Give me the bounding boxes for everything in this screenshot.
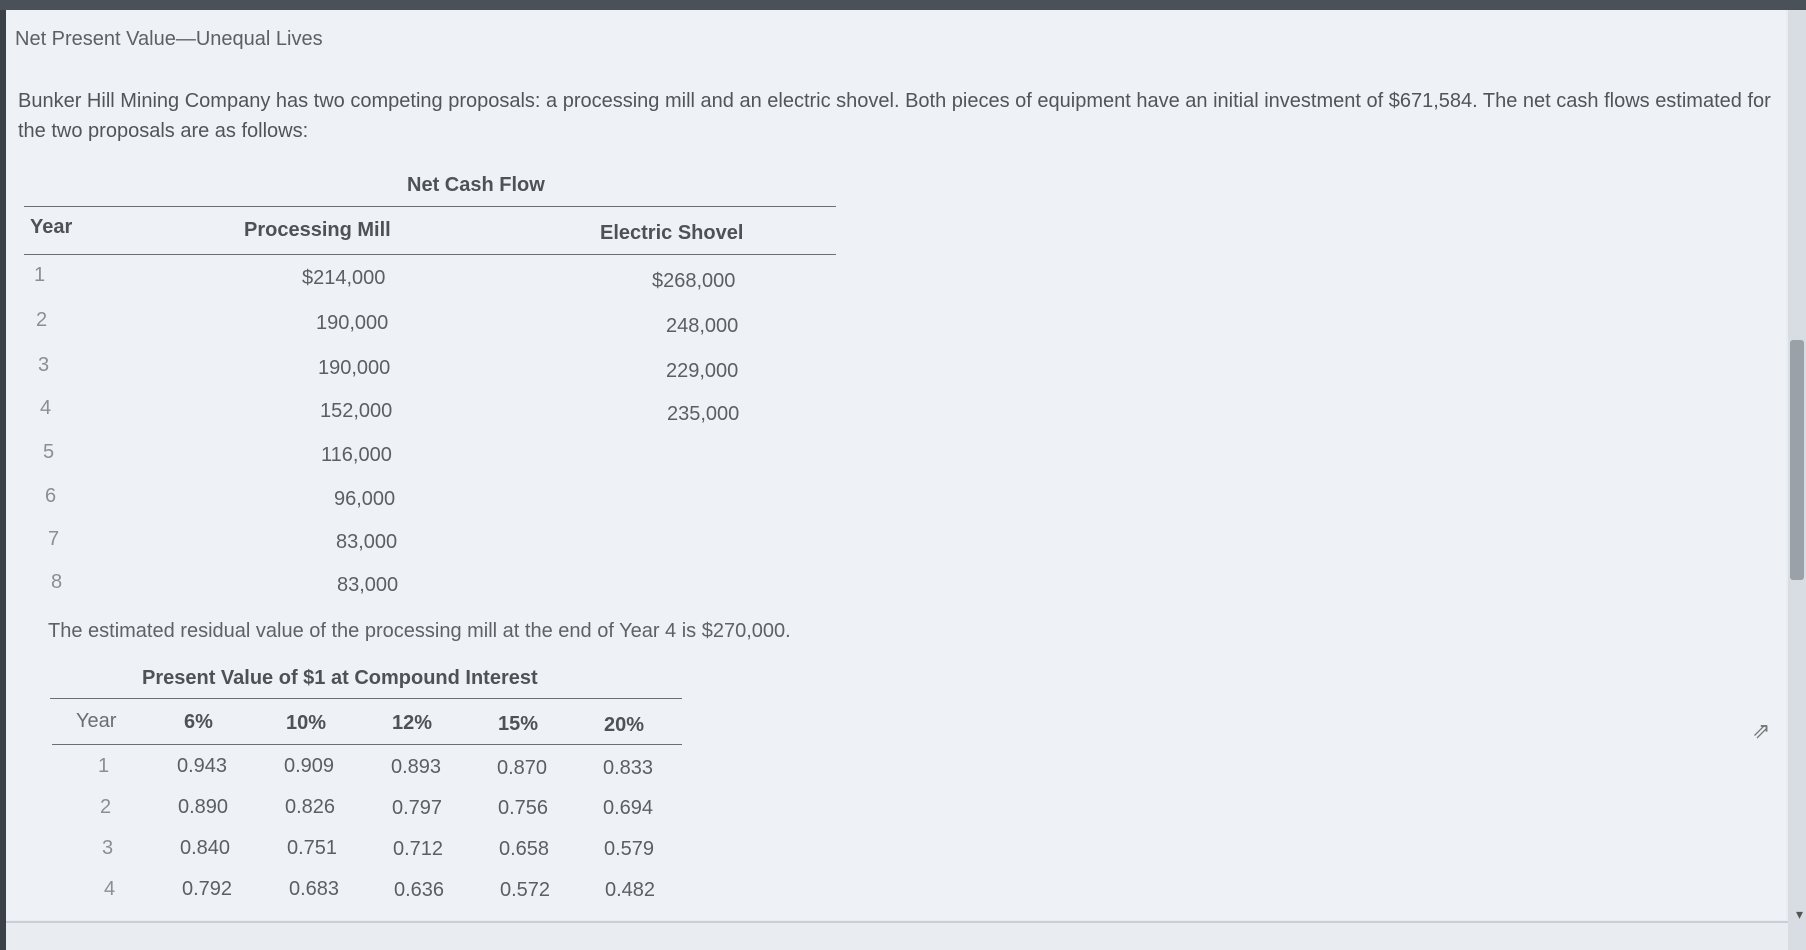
- cash-row-mill: 116,000: [321, 444, 392, 466]
- pv-cell: 0.658: [499, 838, 550, 860]
- cash-row-mill: 83,000: [336, 531, 398, 553]
- scrollbar[interactable]: [1788, 10, 1806, 950]
- cash-row-mill: 190,000: [316, 312, 389, 334]
- cash-row-year: 8: [51, 571, 63, 593]
- pv-cell: 0.572: [500, 879, 551, 901]
- pv-col-header: 12%: [392, 712, 433, 734]
- cash-row-year: 4: [40, 397, 52, 419]
- cash-flow-group-header: Net Cash Flow: [407, 174, 545, 196]
- pv-col-header: 6%: [184, 711, 213, 733]
- pv-table-top-rule: [50, 698, 682, 699]
- pv-cell: 0.712: [393, 838, 444, 860]
- pv-cell: 0.751: [287, 837, 338, 859]
- cash-row-year: 2: [36, 309, 48, 331]
- pv-cell: 0.893: [391, 756, 442, 778]
- pv-col-header: 15%: [498, 713, 539, 735]
- cash-col-mill-header: Processing Mill: [244, 219, 391, 241]
- cash-row-mill: 83,000: [337, 574, 399, 596]
- cash-row-year: 1: [34, 264, 46, 286]
- scrollbar-thumb[interactable]: [1790, 340, 1804, 580]
- cash-col-year-header: Year: [30, 216, 73, 238]
- pv-cell: 0.840: [180, 837, 231, 859]
- cash-row-mill: $214,000: [302, 267, 386, 289]
- cash-table-top-rule: [24, 206, 836, 207]
- cash-row-year: 5: [43, 441, 55, 463]
- pv-cell: 0.943: [177, 755, 228, 777]
- pv-cell: 0.826: [285, 796, 336, 818]
- pv-cell: 0.797: [392, 797, 443, 819]
- pv-cell: 0.579: [604, 838, 655, 860]
- pv-cell: 0.482: [605, 879, 656, 901]
- mouse-cursor-icon: ⇗: [1752, 718, 1771, 743]
- cash-row-mill: 152,000: [320, 400, 393, 422]
- content-panel: [6, 10, 1786, 920]
- pv-col-header: 10%: [286, 712, 327, 734]
- pv-cell: 0.870: [497, 757, 548, 779]
- cash-col-shovel-header: Electric Shovel: [600, 222, 744, 244]
- cash-row-year: 6: [45, 485, 57, 507]
- cash-row-year: 7: [48, 528, 60, 550]
- residual-value-note: The estimated residual value of the processing mill at the end of Year 4 is $270,000.: [48, 620, 791, 642]
- pv-cell: 0.909: [284, 755, 335, 777]
- top-bar: [0, 0, 1806, 10]
- bottom-divider: [6, 921, 1788, 923]
- cash-row-shovel: 235,000: [667, 403, 740, 425]
- pv-cell: 0.792: [182, 878, 233, 900]
- pv-table-header-rule: [52, 744, 682, 745]
- pv-col-header: Year: [76, 710, 117, 732]
- scroll-down-arrow-icon[interactable]: ▾: [1795, 906, 1803, 922]
- pv-cell: 0.756: [498, 797, 549, 819]
- pv-row-year: 4: [104, 878, 116, 900]
- cash-row-shovel: 229,000: [666, 360, 739, 382]
- pv-cell: 0.683: [289, 878, 340, 900]
- page-title: Net Present Value—Unequal Lives: [15, 28, 323, 50]
- pv-table-title: Present Value of $1 at Compound Interest: [142, 667, 538, 689]
- problem-intro: Bunker Hill Mining Company has two competing proposals: a processing mill and an electric shovel. Both pieces of equipment have an initial investment of $671,584. The net cash flows estimated for the two proposals are as follows:: [18, 90, 1771, 142]
- pv-col-header: 20%: [604, 714, 645, 736]
- cash-row-mill: 190,000: [318, 357, 391, 379]
- pv-cell: 0.636: [394, 879, 445, 901]
- cash-table-header-rule: [24, 254, 836, 255]
- pv-row-year: 2: [100, 796, 112, 818]
- pv-cell: 0.694: [603, 797, 654, 819]
- cash-row-shovel: $268,000: [652, 270, 736, 292]
- pv-cell: 0.833: [603, 757, 654, 779]
- pv-cell: 0.890: [178, 796, 229, 818]
- cash-row-shovel: 248,000: [666, 315, 739, 337]
- pv-row-year: 3: [102, 837, 114, 859]
- cash-row-mill: 96,000: [334, 488, 396, 510]
- cash-row-year: 3: [38, 354, 50, 376]
- pv-row-year: 1: [98, 755, 110, 777]
